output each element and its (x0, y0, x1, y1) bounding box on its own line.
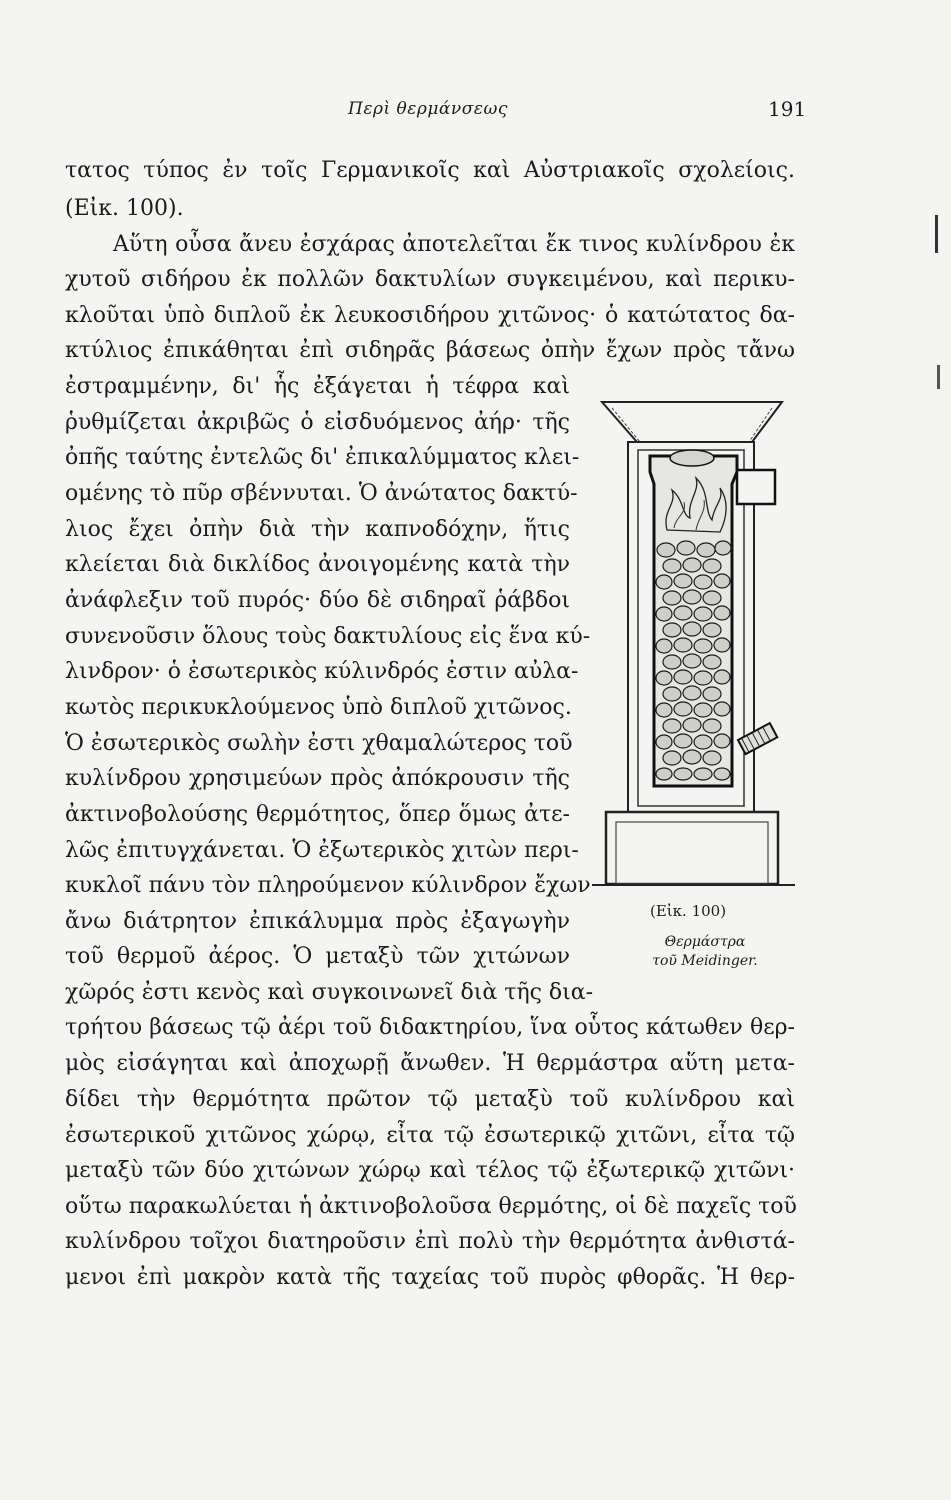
text-line: Αὕτη οὖσα ἄνευ ἐσχάρας ἀποτελεῖται ἔκ τινος κυλίνδρου ἐκ (113, 232, 795, 257)
text-line: οὕτω παρακωλύεται ἡ ἀκτινοβολοῦσα θερμότης, οἱ δὲ παχεῖς τοῦ (65, 1194, 797, 1219)
text-line: μὸς εἰσάγηται καὶ ἀποχωρῇ ἄνωθεν. Ἡ θερμάστρα αὕτη μετα- (65, 1051, 795, 1076)
text-line: Ὁ ἐσωτερικὸς σωλὴν ἐστι χθαμαλώτερος τοῦ (65, 731, 573, 756)
page-edge-mark (935, 215, 938, 253)
text-line: κυκλοῖ πάνυ τὸν πληρούμενον κύλινδρον ἔχων (65, 873, 591, 898)
figure-title (650, 933, 760, 971)
text-line: ἐσωτερικοῦ χιτῶνος χώρῳ, εἶτα τῷ ἐσωτερικῷ χιτῶνι, εἶτα τῷ (65, 1123, 795, 1148)
text-line: ὀπῆς ταύτης ἐντελῶς δι' ἐπικαλύμματος κλει- (65, 445, 580, 470)
text-line: μενοι ἐπὶ μακρὸν κατὰ τῆς ταχείας τοῦ πυρὸς φθορᾶς. Ἡ θερ- (65, 1265, 795, 1290)
text-line: ομένης τὸ πῦρ σβέννυται. Ὁ ἀνώτατος δακτύ- (65, 481, 578, 506)
text-line: ἄνω διάτρητον ἐπικάλυμμα πρὸς ἐξαγωγὴν (65, 909, 570, 934)
figure-caption: (Εἰκ. 100) (650, 902, 727, 920)
text-line: λινδρον· ὁ ἐσωτερικὸς κύλινδρός ἐστιν αὐλα- (65, 659, 579, 684)
text-line: κυλίνδρου χρησιμεύων πρὸς ἀπόκρουσιν τῆς (65, 766, 570, 791)
text-line: κωτὸς περικυκλούμενος ὑπὸ διπλοῦ χιτῶνος. (65, 695, 572, 720)
text-line: ἀκτινοβολούσης θερμότητος, ὅπερ ὅμως ἀτε- (65, 802, 570, 827)
text-line: λιος ἔχει ὀπὴν διὰ τὴν καπνοδόχην, ἥτις (65, 517, 570, 542)
text-line: χυτοῦ σιδήρου ἐκ πολλῶν δακτυλίων συγκειμένου, καὶ περικυ- (65, 267, 795, 292)
figure-title-line: τοῦ Meidinger. (652, 952, 758, 969)
running-head: Περὶ θερμάνσεως (348, 99, 508, 119)
text-line: τρήτου βάσεως τῷ ἀέρι τοῦ διδακτηρίου, ἵνα οὗτος κάτωθεν θερ- (65, 1015, 795, 1040)
text-line: (Εἰκ. 100). (65, 196, 184, 221)
text-line: χῶρός ἐστι κενὸς καὶ συγκοινωνεῖ διὰ τῆς δια- (65, 980, 594, 1005)
text-line: κτύλιος ἐπικάθηται ἐπὶ σιδηρᾶς βάσεως ὀπὴν ἔχων πρὸς τἄνω (65, 338, 795, 363)
page-number: 191 (768, 97, 807, 121)
text-line: λῶς ἐπιτυγχάνεται. Ὁ ἐξωτερικὸς χιτὼν περι- (65, 838, 579, 863)
text-line: κυλίνδρου τοῖχοι διατηροῦσιν ἐπὶ πολὺ τὴν θερμότητα ἀνθιστά- (65, 1229, 795, 1254)
text-line: ῥυθμίζεται ἀκριβῶς ὁ εἰσδυόμενος ἀήρ· τῆς (65, 410, 570, 435)
text-line: ἐστραμμένην, δι' ἧς ἐξάγεται ἡ τέφρα καὶ (65, 374, 570, 399)
page-edge-mark (937, 365, 940, 389)
text-line: ἀνάφλεξιν τοῦ πυρός· δύο δὲ σιδηραῖ ῥάβδοι (65, 588, 570, 613)
stove-illustration (592, 380, 795, 888)
figure-title-line: Θερμάστρα (664, 934, 746, 950)
text-line: τατος τύπος ἐν τοῖς Γερμανικοῖς καὶ Αὐστριακοῖς σχολείοις. (65, 158, 795, 183)
text-line: συνενοῦσιν ὅλους τοὺς δακτυλίους εἰς ἕνα κύ- (65, 624, 591, 649)
text-line: κλοῦται ὑπὸ διπλοῦ ἐκ λευκοσιδήρου χιτῶνος· ὁ κατώτατος δα- (65, 303, 795, 328)
text-line: τοῦ θερμοῦ ἀέρος. Ὁ μεταξὺ τῶν χιτώνων (65, 944, 570, 969)
text-line: κλείεται διὰ δικλίδος ἀνοιγομένης κατὰ τὴν (65, 552, 570, 577)
text-line: μεταξὺ τῶν δύο χιτώνων χώρῳ καὶ τέλος τῷ ἐξωτερικῷ χιτῶνι· (65, 1158, 795, 1183)
text-line: δίδει τὴν θερμότητα πρῶτον τῷ μεταξὺ τοῦ κυλίνδρου καὶ (65, 1087, 795, 1112)
